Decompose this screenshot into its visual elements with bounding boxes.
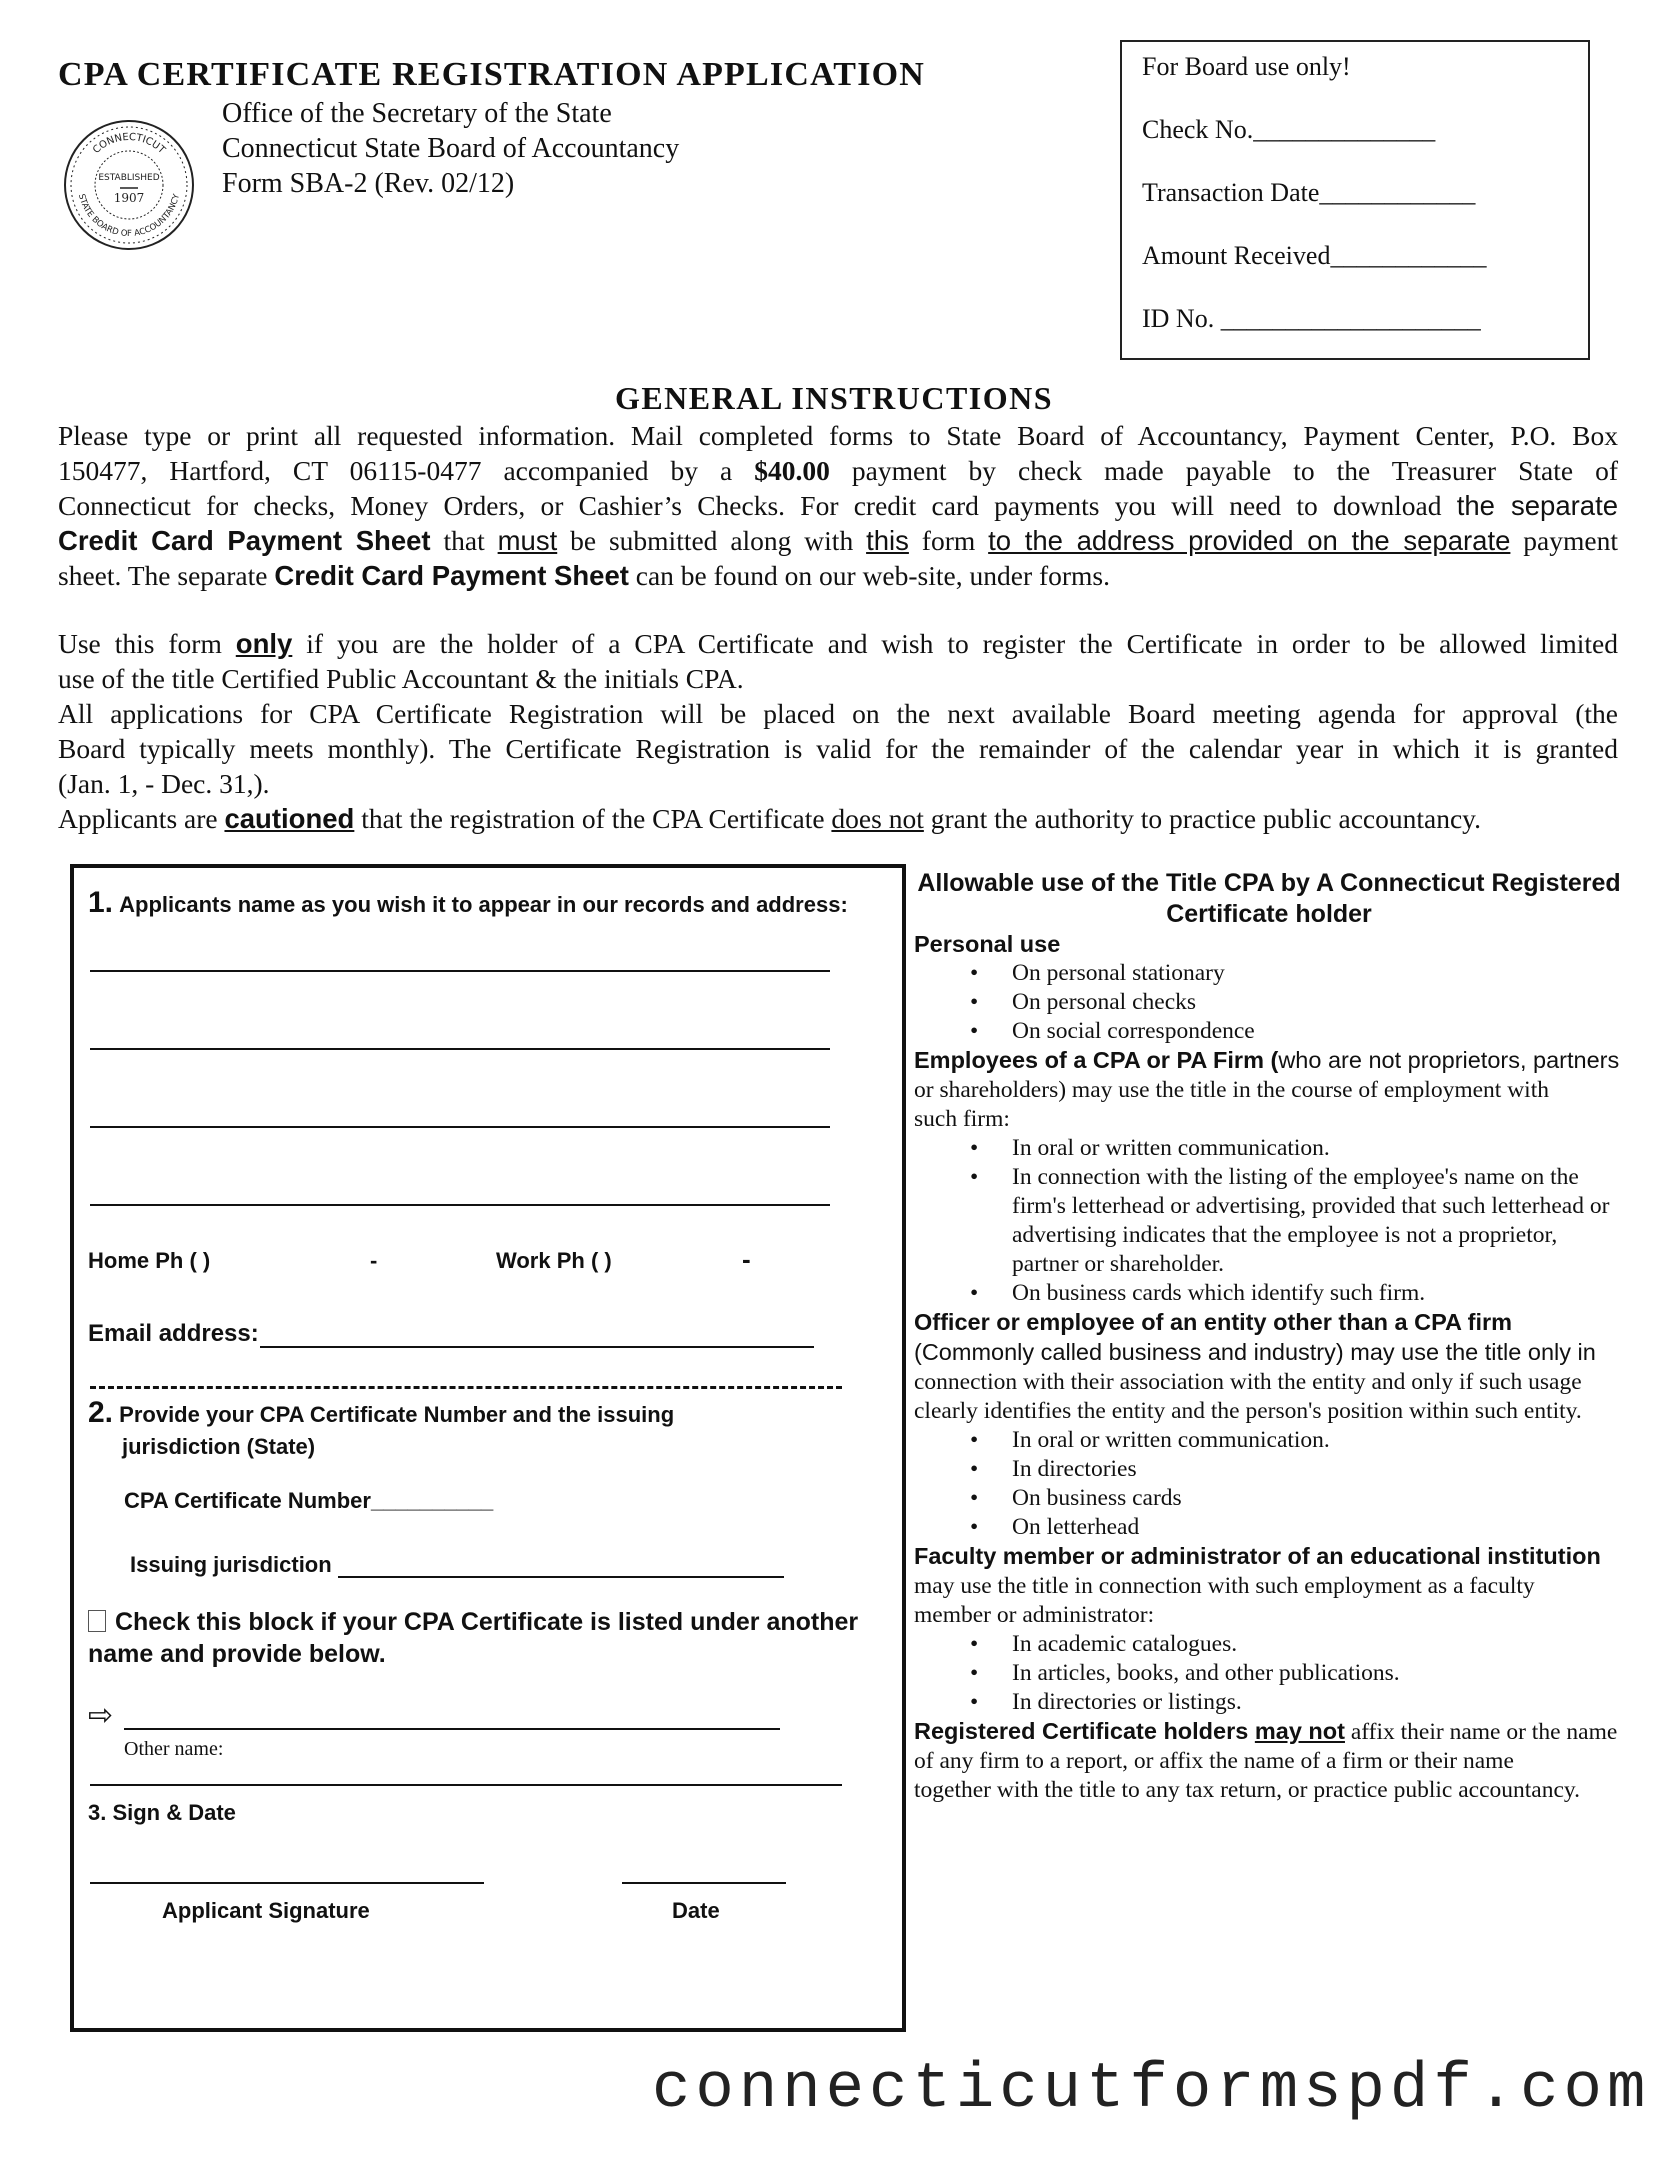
seal-year: 1907	[113, 191, 145, 205]
section-2-label-cont: jurisdiction (State)	[122, 1434, 316, 1459]
list-item: • In directories or listings.	[1012, 1688, 1624, 1717]
name-address-line-1[interactable]	[90, 970, 830, 972]
work-phone-field[interactable]: Work Ph ( )	[496, 1248, 612, 1273]
checkbox-icon[interactable]	[88, 1610, 106, 1632]
list-item: • On personal checks	[1012, 988, 1624, 1017]
list-item: • In oral or written communication.	[1012, 1426, 1624, 1455]
list-item: • In oral or written communication.	[1012, 1134, 1624, 1163]
registered-holders-note: Registered Certificate holders may not affix their name or the name of any firm to a report, or affix the name of a firm or their name together with the title to any tax return, or practice public accountancy.	[914, 1718, 1618, 1803]
work-phone-dash: -	[742, 1244, 751, 1274]
signature-input[interactable]	[90, 1882, 484, 1884]
check-no-field: Check No.______________	[1142, 115, 1436, 144]
employees-intro: Employees of a CPA or PA Firm (who are not proprietors, partners or shareholders) may use the title in the course of employment with such firm:	[914, 1047, 1620, 1132]
instr-line: use of the title Certified Public Accountant & the initials CPA.	[58, 663, 744, 694]
other-name-checkbox-label[interactable]: Check this block if your CPA Certificate is listed under another	[88, 1608, 858, 1637]
svg-text:CONNECTICUT	[91, 132, 168, 157]
instr-line: Use this form only if you are the holder of a CPA Certificate and wish to register the Certificate in order to be allowed limited	[58, 628, 1618, 659]
officer-intro: Officer or employee of an entity other than a CPA firm (Commonly called business and industry) may use the title only in connection with their association with the entity and only if such usage clearly identifies the entity and the person's position within such entity.	[914, 1309, 1596, 1424]
list-item: • In academic catalogues.	[1012, 1630, 1624, 1659]
instructions-paragraph-1	[58, 418, 1618, 593]
list-item: • In connection with the listing of the employee's name on the firm's letterhead or advertising, provided that such letterhead or advertising indicates that the employee is not a proprietor, partner or shareholder.	[1012, 1163, 1624, 1279]
email-label: Email address:	[88, 1320, 259, 1347]
arrow-icon: ⇨	[88, 1699, 114, 1732]
instr-line: Credit Card Payment Sheet that must be submitted along with this form to the address provided on the separate payment	[58, 525, 1618, 556]
site-watermark: connecticutformspdf.com	[652, 2054, 1651, 2126]
list-item: • On social correspondence	[1012, 1017, 1624, 1046]
date-label: Date	[672, 1898, 720, 1923]
amount-received-field: Amount Received____________	[1142, 241, 1487, 270]
personal-use-list	[914, 959, 1624, 1046]
instructions-paragraph-2	[58, 626, 1618, 836]
other-name-checkbox-label-cont: name and provide below.	[88, 1640, 386, 1668]
page-title: CPA CERTIFICATE REGISTRATION APPLICATION	[58, 56, 926, 93]
section-divider	[90, 1386, 842, 1389]
board-use-title: For Board use only!	[1142, 52, 1351, 81]
instr-line: 150477, Hartford, CT 06115-0477 accompanied by a $40.00 payment by check made payable to the Treasurer State of	[58, 455, 1618, 486]
instr-line: Connecticut for checks, Money Orders, or Cashier’s Checks. For credit card payments you will need to download the separate	[58, 490, 1619, 521]
email-input[interactable]	[260, 1346, 814, 1348]
seal-established: ESTABLISHED	[98, 173, 160, 183]
issuer-block	[222, 96, 679, 201]
name-address-line-2[interactable]	[90, 1048, 830, 1050]
allowable-use-section	[914, 868, 1624, 1805]
employees-list	[914, 1134, 1624, 1308]
instr-line: (Jan. 1, - Dec. 31,).	[58, 768, 270, 799]
date-input[interactable]	[622, 1882, 786, 1884]
section-1-label: 1. Applicants name as you wish it to appear in our records and address:	[88, 886, 848, 919]
list-item: • On business cards	[1012, 1484, 1624, 1513]
list-item: • On personal stationary	[1012, 959, 1624, 988]
instr-line: Board typically meets monthly). The Certificate Registration is valid for the remainder of the calendar year in which it is granted	[58, 733, 1618, 764]
name-address-line-4[interactable]	[90, 1204, 830, 1206]
fee-amount: $40.00	[754, 455, 830, 486]
general-instructions-heading: GENERAL INSTRUCTIONS	[614, 380, 1054, 416]
form-number: Form SBA-2 (Rev. 02/12)	[222, 168, 515, 199]
section-3-label: 3. Sign & Date	[88, 1800, 236, 1825]
transaction-date-field: Transaction Date____________	[1142, 178, 1476, 207]
section-2-label: 2. Provide your CPA Certificate Number and the issuing	[88, 1396, 675, 1429]
officer-list	[914, 1426, 1624, 1542]
seal-top-text: CONNECTICUT	[91, 131, 167, 157]
instr-line: All applications for CPA Certificate Registration will be placed on the next available Board meeting agenda for approval (the	[58, 698, 1618, 729]
issuing-jurisdiction-input[interactable]	[338, 1576, 784, 1578]
list-item: • In articles, books, and other publications.	[1012, 1659, 1624, 1688]
application-form-box	[70, 864, 906, 2032]
id-no-field: ID No. ____________________	[1142, 304, 1481, 333]
instr-line: Applicants are cautioned that the registration of the CPA Certificate does not grant the authority to practice public accountancy.	[58, 803, 1482, 834]
cpa-certificate-number-field[interactable]: CPA Certificate Number__________	[124, 1488, 494, 1513]
board-seal-logo	[62, 118, 196, 252]
office-name: Office of the Secretary of the State	[222, 98, 612, 129]
other-name-input-2[interactable]	[90, 1784, 842, 1786]
personal-use-title: Personal use	[914, 931, 1061, 957]
board-name: Connecticut State Board of Accountancy	[222, 133, 680, 164]
other-name-input[interactable]	[124, 1728, 780, 1730]
seal-bottom-text: STATE BOARD OF ACCOUNTANCY	[75, 192, 183, 240]
list-item: • In directories	[1012, 1455, 1624, 1484]
board-use-box	[1120, 40, 1590, 360]
other-name-label: Other name:	[124, 1738, 224, 1760]
home-phone-field[interactable]: Home Ph ( )	[88, 1248, 211, 1273]
issuing-jurisdiction-label: Issuing jurisdiction	[130, 1552, 332, 1577]
signature-label: Applicant Signature	[162, 1898, 370, 1923]
list-item: • On letterhead	[1012, 1513, 1624, 1542]
instr-line: sheet. The separate Credit Card Payment Sheet can be found on our web-site, under forms.	[58, 560, 1111, 591]
instr-line: Please type or print all requested information. Mail completed forms to State Board of Accountancy, Payment Center, P.O. Box	[58, 420, 1618, 451]
faculty-list	[914, 1630, 1624, 1717]
list-item: • On business cards which identify such firm.	[1012, 1279, 1624, 1308]
faculty-intro: Faculty member or administrator of an educational institution may use the title in connection with such employment as a faculty member or administrator:	[914, 1543, 1601, 1628]
home-phone-dash: -	[370, 1248, 378, 1273]
allowable-use-heading: Allowable use of the Title CPA by A Connecticut Registered Certificate holder	[917, 869, 1621, 928]
name-address-line-3[interactable]	[90, 1126, 830, 1128]
